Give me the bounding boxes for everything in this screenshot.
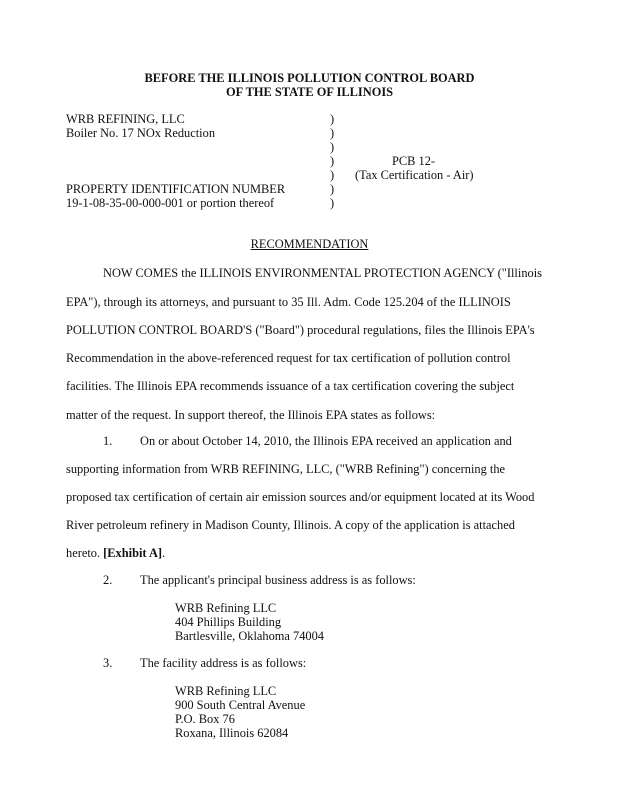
item1-last-line [66, 546, 165, 561]
caption-paren: ) [330, 112, 335, 126]
item1-last-suffix: . [162, 546, 166, 560]
item2-text: The applicant's principal business address is as follows: [140, 573, 416, 587]
item1-line: River petroleum refinery in Madison County, Illinois. A copy of the application is attached [66, 518, 515, 532]
business-address-line: WRB Refining LLC [175, 601, 277, 615]
project-name: Boiler No. 17 NOx Reduction [66, 126, 216, 140]
item-number: 3. [103, 656, 113, 670]
intro-line: facilities. The Illinois EPA recommends issuance of a tax certification covering the subject [66, 379, 515, 393]
case-number: PCB 12- [392, 154, 436, 168]
item1-line: supporting information from WRB REFINING, LLC, ("WRB Refining") concerning the [66, 462, 506, 476]
item3-text: The facility address is as follows: [140, 656, 307, 670]
property-id-number: 19-1-08-35-00-000-001 or portion thereof [66, 196, 275, 210]
facility-address-line: P.O. Box 76 [175, 712, 235, 726]
property-id-label: PROPERTY IDENTIFICATION NUMBER [66, 182, 286, 196]
facility-address-line: WRB Refining LLC [175, 684, 277, 698]
item1-line: proposed tax certification of certain air emission sources and/or equipment located at its Wood [66, 490, 535, 504]
business-address-line: 404 Phillips Building [175, 615, 282, 629]
item-number: 2. [103, 573, 113, 587]
exhibit-reference: [Exhibit A] [103, 546, 163, 560]
item1-line: On or about October 14, 2010, the Illinois EPA received an application and [140, 434, 512, 448]
business-address-line: Bartlesville, Oklahoma 74004 [175, 629, 325, 643]
board-title: BEFORE THE ILLINOIS POLLUTION CONTROL BOARD [144, 71, 475, 85]
caption-paren: ) [330, 126, 335, 140]
item-number: 1. [103, 434, 113, 448]
caption-paren: ) [330, 168, 335, 182]
caption-paren: ) [330, 196, 335, 210]
state-title: OF THE STATE OF ILLINOIS [225, 85, 394, 99]
facility-address-line: 900 South Central Avenue [175, 698, 306, 712]
facility-address-line: Roxana, Illinois 62084 [175, 726, 289, 740]
caption-paren: ) [330, 182, 335, 196]
caption-paren: ) [330, 140, 335, 154]
intro-line: NOW COMES the ILLINOIS ENVIRONMENTAL PROTECTION AGENCY ("Illinois [103, 266, 542, 280]
document-heading: RECOMMENDATION [250, 237, 369, 251]
item1-last-prefix: hereto. [66, 546, 104, 560]
case-type: (Tax Certification - Air) [355, 168, 474, 182]
petitioner-name: WRB REFINING, LLC [66, 112, 185, 126]
intro-line: EPA"), through its attorneys, and pursuant to 35 Ill. Adm. Code 125.204 of the ILLINOIS [66, 295, 511, 309]
intro-line: POLLUTION CONTROL BOARD'S ("Board") procedural regulations, files the Illinois EPA's [66, 323, 535, 337]
intro-line: Recommendation in the above-referenced request for tax certification of pollution control [66, 351, 511, 365]
intro-line: matter of the request. In support thereof, the Illinois EPA states as follows: [66, 408, 436, 422]
caption-paren: ) [330, 154, 335, 168]
